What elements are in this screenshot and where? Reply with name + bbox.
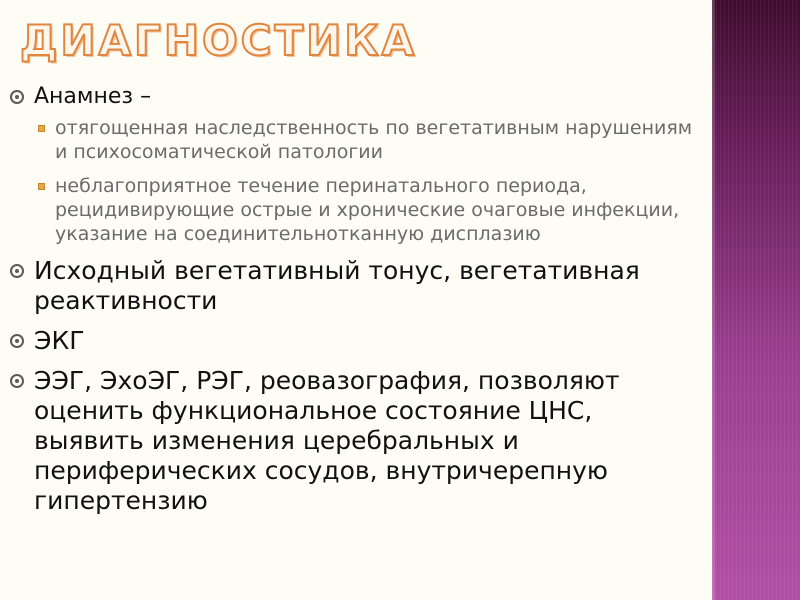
bullet-text: Исходный вегетативный тонус, вегетативная реактивности [34, 256, 640, 315]
side-band-edge [712, 0, 715, 600]
sub-bullet-item-perinatal [8, 174, 698, 246]
slide-content [8, 84, 698, 526]
bullet-text: Анамнез – [34, 84, 152, 109]
bullet-item-ecg [8, 326, 698, 356]
circle-dot-bullet-icon [10, 374, 24, 388]
sub-bullet-item-heredity [8, 116, 698, 164]
circle-dot-bullet-icon [10, 264, 24, 278]
side-band-texture [712, 0, 800, 600]
square-bullet-icon [38, 125, 45, 132]
bullet-item-eeg [8, 366, 698, 516]
sub-bullet-text: отягощенная наследственность по вегетативным нарушениям и психосоматической патологии [55, 117, 693, 163]
circle-dot-bullet-icon [10, 90, 24, 104]
bullet-item-anamnesis [8, 84, 698, 110]
slide-title: ДИАГНОСТИКА [20, 16, 418, 65]
circle-dot-bullet-icon [10, 334, 24, 348]
sub-bullet-text: неблагоприятное течение перинатального периода, рецидивирующие острые и хронические очаговые инфекции, указание на соединительнотканную дисплазию [55, 175, 680, 245]
bullet-item-vegetative-tone [8, 256, 698, 316]
bullet-text: ЭЭГ, ЭхоЭГ, РЭГ, реовазография, позволяют оценить функциональное состояние ЦНС, выявить изменения церебральных и периферических сосудов, внутричерепную гипертензию [34, 366, 620, 515]
square-bullet-icon [38, 183, 45, 190]
bullet-text: ЭКГ [34, 326, 85, 355]
decorative-side-band [712, 0, 800, 600]
